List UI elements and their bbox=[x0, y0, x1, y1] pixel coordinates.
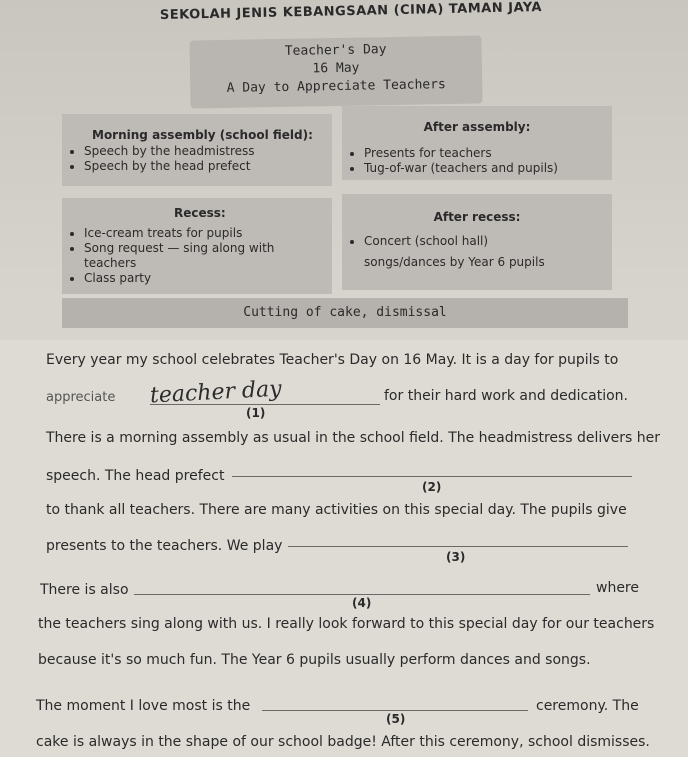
answer-blank-2[interactable] bbox=[232, 476, 632, 477]
answer-blank-3[interactable] bbox=[288, 546, 628, 547]
after-recess-heading: After recess: bbox=[433, 210, 521, 224]
list-item: songs/dances by Year 6 pupils bbox=[364, 255, 545, 269]
answer-1-handwriting: teacher day bbox=[149, 376, 283, 409]
after-recess-list bbox=[342, 234, 612, 270]
passage-line: presents to the teachers. We play bbox=[46, 538, 283, 554]
list-item: • Class party bbox=[84, 271, 332, 286]
after-assembly-list bbox=[342, 146, 612, 176]
event-date: 16 May bbox=[312, 60, 360, 77]
school-name: SEKOLAH JENIS KEBANGSAAN (CINA) TAMAN JAYA bbox=[159, 0, 543, 23]
passage-line: cake is always in the shape of our school badge! After this ceremony, school dismisses. bbox=[36, 734, 650, 750]
passage-line: because it's so much fun. The Year 6 pupils usually perform dances and songs. bbox=[38, 652, 591, 668]
blank-number: (5) bbox=[386, 712, 406, 726]
passage-line: for their hard work and dedication. bbox=[384, 388, 629, 404]
passage-line: There is a morning assembly as usual in the school field. The headmistress delivers her bbox=[46, 430, 660, 446]
after-assembly-cell bbox=[342, 106, 612, 180]
passage-line: speech. The head prefect bbox=[46, 468, 225, 484]
answer-blank-4[interactable] bbox=[134, 594, 590, 595]
answer-blank-1[interactable] bbox=[150, 404, 380, 405]
passage-line: The moment I love most is the bbox=[36, 698, 251, 714]
list-item: • Speech by the headmistress bbox=[84, 144, 332, 159]
morning-assembly-heading: Morning assembly (school field): bbox=[92, 128, 313, 142]
closing-event: Cutting of cake, dismissal bbox=[62, 298, 628, 328]
passage-line: appreciate bbox=[46, 390, 116, 405]
passage-line: the teachers sing along with us. I really look forward to this special day for our teachers bbox=[38, 616, 655, 632]
recess-heading: Recess: bbox=[174, 206, 226, 220]
after-assembly-heading: After assembly: bbox=[423, 120, 531, 134]
list-item: • Ice-cream treats for pupils bbox=[84, 226, 332, 241]
passage-line: There is also bbox=[40, 582, 129, 598]
passage-line: ceremony. The bbox=[536, 698, 639, 714]
morning-assembly-cell bbox=[62, 114, 332, 186]
list-item: • Speech by the head prefect bbox=[84, 159, 332, 174]
event-header bbox=[189, 35, 482, 108]
list-item: • Tug-of-war (teachers and pupils) bbox=[364, 161, 612, 176]
after-recess-cell bbox=[342, 194, 612, 290]
list-item: • Concert (school hall) bbox=[364, 234, 612, 249]
blank-number: (4) bbox=[352, 596, 372, 610]
answer-blank-5[interactable] bbox=[262, 710, 528, 711]
fill-in-passage bbox=[0, 340, 688, 757]
recess-cell bbox=[62, 198, 332, 294]
passage-line: Every year my school celebrates Teacher's Day on 16 May. It is a day for pupils to bbox=[46, 352, 619, 368]
event-subtitle: A Day to Appreciate Teachers bbox=[226, 77, 446, 96]
blank-number: (2) bbox=[422, 480, 442, 494]
passage-line: where bbox=[596, 580, 639, 596]
recess-list bbox=[62, 226, 332, 286]
morning-assembly-list bbox=[62, 144, 332, 174]
event-title: Teacher's Day bbox=[284, 42, 387, 59]
passage-line: to thank all teachers. There are many activities on this special day. The pupils give bbox=[46, 502, 627, 518]
list-item: • Presents for teachers bbox=[364, 146, 612, 161]
blank-number: (3) bbox=[446, 550, 466, 564]
blank-number: (1) bbox=[246, 406, 266, 420]
list-item: • Song request — sing along with teachers bbox=[84, 241, 294, 271]
